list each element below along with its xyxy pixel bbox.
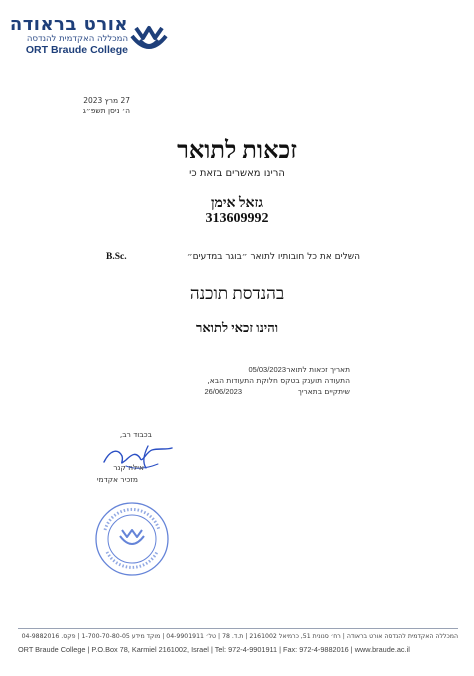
certificate-subtitle: הרינו מאשרים בזאת כי [189,168,285,179]
org-subtitle-hebrew: המכללה האקדמית להנדסה [26,34,128,44]
org-name-english: ORT Braude College [25,44,128,56]
ceremony-note-line2: שיתקיים בתאריך [297,387,350,396]
graduate-id-number: 313609992 [205,211,269,226]
ceremony-note-line1: התעודה תוענק בטקס חלוקת התעודות הבא, [207,376,350,385]
entitled-text: והינו זכאי לתואר [195,320,279,335]
braude-logo-icon [128,18,170,56]
org-name-hebrew: אורט בראודה [9,14,128,35]
footer-hebrew: המכללה האקדמית להנדסה אורט בראודה | רח׳ סנונית 51, כרמיאל 2161002 | ת.ד. 78 | טל׳ 04-9901911 | מוקד מידע 1-700-70-80-05 | פקס. 04-9882016 [21,633,458,640]
graduate-name: גזאל אימן [210,196,264,211]
entitlement-date-label: תאריך זכאות לתואר [286,365,350,374]
degree-field: בהנדסת תוכנה [189,284,285,303]
degree-abbreviation: B.Sc. [106,252,127,262]
footer-english: ORT Braude College | P.O.Box 78, Karmiel 2161002, Israel | Tel: 972-4-9901911 | Fax: 972-4-9882016 | www.braude.ac.il [18,645,410,654]
college-stamp [93,500,171,578]
handwritten-signature [96,442,176,478]
hebrew-date: ה׳ ניסן תשפ״ג [82,106,130,115]
completed-text: השלים את כל חובותיו לתואר ״בוגר במדעים״ [186,252,360,262]
closing-text: בכבוד רב, [119,430,152,439]
entitlement-date: 05/03/2023 [248,365,286,374]
gregorian-date: 27 מרץ 2023 [83,96,130,105]
ceremony-date: 26/06/2023 [204,387,242,396]
page-title: זכאות לתואר [177,138,297,164]
signer-name: אילה קנר [113,463,144,472]
signer-role: מזכיר אקדמי [96,475,138,484]
footer-divider [18,628,458,629]
